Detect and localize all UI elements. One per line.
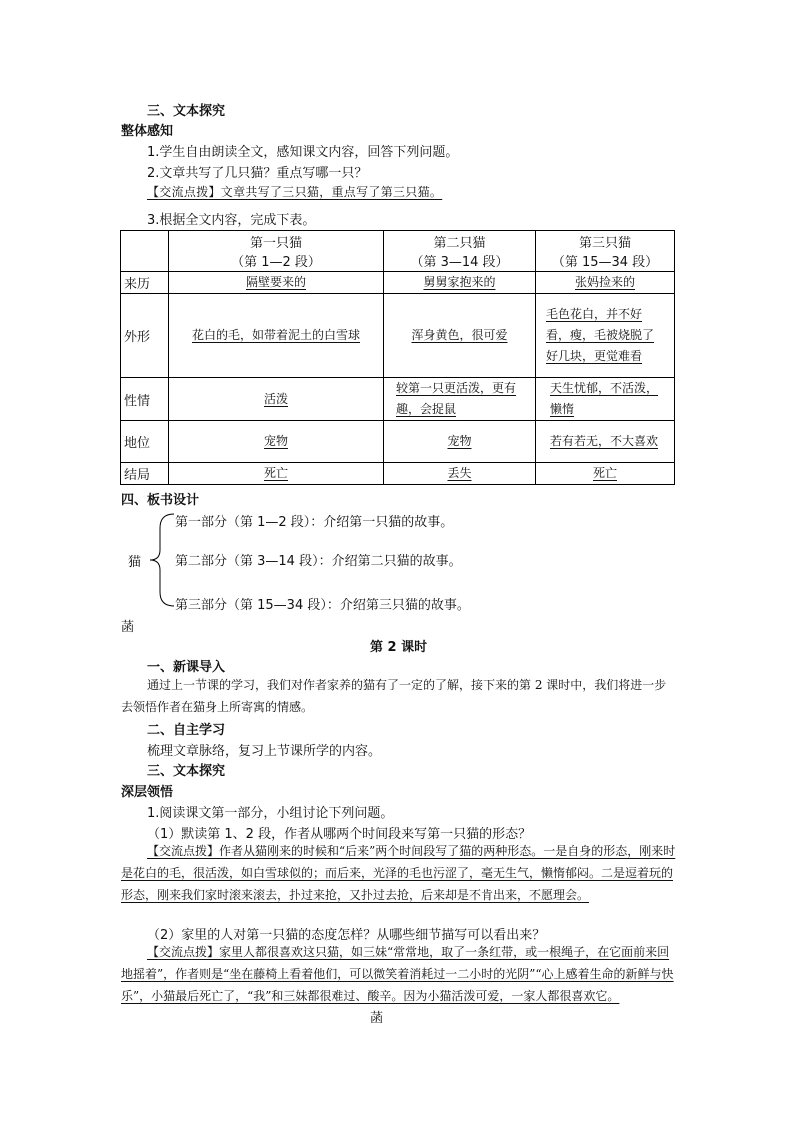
table-cell [536,272,675,294]
board-item: 第二部分（第 3—14 段）：介绍第二只猫的故事。 [175,554,462,569]
table-cell [536,378,675,421]
table-cell [384,463,536,485]
cell-text: 宠物 [263,434,288,448]
table-cell [536,463,675,485]
table-row [121,421,675,463]
cell-text: 张妈捡来的 [574,275,635,289]
cell-text: 宠物 [447,434,472,448]
section-heading: 三、文本探究 [147,104,226,119]
answer-1-2: 【交流点拨】家里人都很喜欢这只猫，如三妹“常常地，取了一条红带，或一根绳子，在它面前来回地摇着”，作者则是“坐在藤椅上看着他们，可以微笑着消耗过一二小时的光阴”“心上感着生命的新鲜与快乐”，小猫最后死亡了，“我”和三妹都很难过、酸辛。因为小猫活泼可爱，一家人都很喜欢它。 [121,945,674,1003]
table-corner [121,231,169,272]
row-label: 来历 [121,272,169,294]
cell-text: 花白的毛，如带着泥土的白雪球 [191,328,360,342]
question-1-2: （2）家里的人对第一只猫的态度怎样？从哪些细节描写可以看出来？ [147,928,546,943]
question-1-1: （1）默读第 1、2 段，作者从哪两个时间段来写第一只猫的形态？ [147,827,532,842]
table-cell [384,294,536,378]
brace-icon [146,512,176,608]
lesson-title: 第 2 课时 [370,640,428,655]
header-name: 第一只猫 [249,236,302,251]
table-cell [169,463,384,485]
row-label: 地位 [121,421,169,463]
question-2: 2.文章共写了几只猫？重点写哪一只？ [147,166,368,181]
question-1: 1.阅读课文第一部分，小组讨论下列问题。 [147,806,394,821]
row-label: 外形 [121,294,169,378]
cell-text: 隔壁要来的 [245,275,306,289]
board-root: 猫 [128,555,142,570]
table-cell [169,272,384,294]
header-name: 第三只猫 [578,236,631,251]
table-row [121,272,675,294]
header-range: （第 1—2 段） [231,255,321,270]
subheading: 整体感知 [121,124,174,139]
cell-text: 若有若无，不大喜欢 [550,434,659,448]
answer-1-1: 【交流点拨】作者从猫刚来的时候和“后来”两个时间段写了猫的两种形态。一是自身的形态，刚来时是花白的毛，很活泼，如白雪球似的；而后来，光泽的毛也污涩了，毫无生气，懒惰郁闷。二是逗着玩的形态，刚来我们家时滚来滚去，扑过来抢，又扑过去抢，后来却是不肯出来，不愿理会。 [121,844,676,902]
cell-text: 较第一只更活泼，更有趣，会捉鼠 [396,381,517,416]
cell-text: 死亡 [592,466,617,480]
cell-text: 天生忧郁，不活泼，懒惰 [550,381,659,416]
cats-table [120,230,675,485]
cell-text: 丢失 [447,466,472,480]
section-heading: 一、新课导入 [147,660,226,675]
table-header [536,231,675,272]
board-item: 第一部分（第 1—2 段）：介绍第一只猫的故事。 [175,515,454,530]
self-study-text: 梳理文章脉络，复习上节课所学的内容。 [147,744,382,759]
table-cell [384,272,536,294]
board-heading: 四、板书设计 [121,493,200,508]
marker-glyph: 菡 [370,1011,384,1026]
header-range: （第 3—14 段） [410,255,509,270]
row-label: 性情 [121,378,169,421]
table-header [169,231,384,272]
table-row [121,463,675,485]
cell-text: 毛色花白，并不好看，瘦，毛被烧脱了好几块，更觉难看 [546,307,655,363]
header-name: 第二只猫 [433,236,486,251]
table-cell [536,294,675,378]
table-row [121,294,675,378]
subheading: 深层领悟 [121,785,174,800]
section-heading: 三、文本探究 [147,764,226,779]
cell-text: 舅舅家抱来的 [423,275,496,289]
table-cell [169,294,384,378]
table-cell [536,421,675,463]
question-1: 1.学生自由朗读全文，感知课文内容，回答下列问题。 [147,145,459,160]
table-header [384,231,536,272]
intro-text: 通过上一节课的学习，我们对作者家养的猫有了一定的了解，接下来的第 2 课时中，我们将进一步去领悟作者在猫身上所寄寓的情感。 [121,678,667,714]
answer-2: 【交流点拨】文章共写了三只猫，重点写了第三只猫。 [147,185,443,199]
table-row [121,378,675,421]
row-label: 结局 [121,463,169,485]
table-cell [384,421,536,463]
table-cell [384,378,536,421]
section-heading: 二、自主学习 [147,723,226,738]
cell-text: 活泼 [263,391,288,406]
question-3: 3.根据全文内容，完成下表。 [147,213,316,228]
board-item: 第三部分（第 15—34 段）：介绍第三只猫的故事。 [175,598,470,613]
cell-text: 死亡 [263,466,288,480]
table-cell [169,421,384,463]
marker-glyph: 菡 [121,620,135,635]
header-range: （第 15—34 段） [551,255,659,270]
table-cell [169,378,384,421]
table-header-row [121,231,675,272]
cell-text: 浑身黄色，很可爱 [411,328,508,342]
